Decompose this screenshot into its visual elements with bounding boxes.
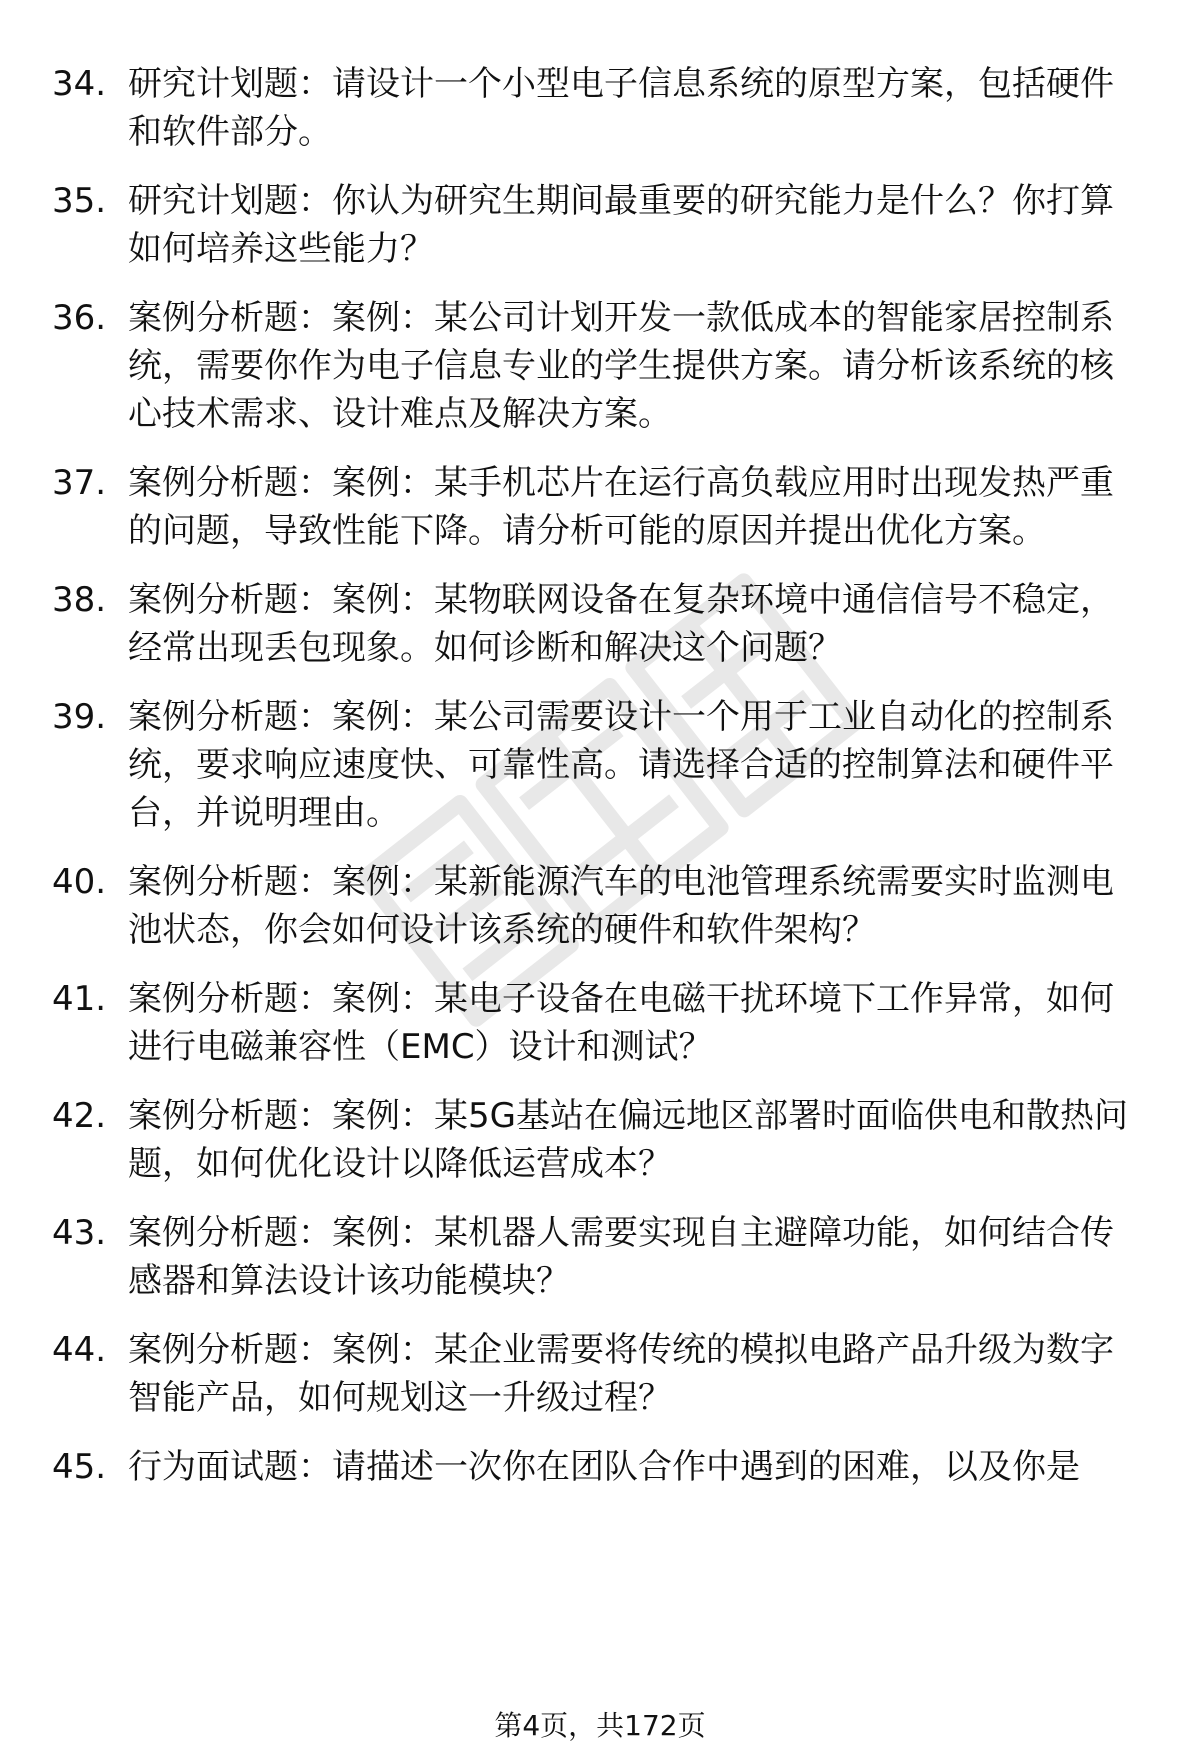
question-text: 案例分析题：案例：某企业需要将传统的模拟电路产品升级为数字智能产品，如何规划这一升级过程？	[128, 1330, 1114, 1418]
question-number: 40.	[52, 862, 107, 902]
question-number: 44.	[52, 1330, 107, 1370]
question-item	[0, 858, 1200, 954]
page-footer: 第4页，共172页	[494, 1709, 706, 1742]
question-text: 行为面试题：请描述一次你在团队合作中遇到的困难，以及你是	[128, 1447, 1080, 1487]
question-number: 39.	[52, 697, 107, 737]
question-text: 案例分析题：案例：某物联网设备在复杂环境中通信信号不稳定，经常出现丢包现象。如何诊断和解决这个问题？	[128, 580, 1114, 668]
question-number: 35.	[52, 181, 107, 221]
question-item	[0, 177, 1200, 273]
question-text: 案例分析题：案例：某电子设备在电磁干扰环境下工作异常，如何进行电磁兼容性（EMC）设计和测试？	[128, 979, 1114, 1067]
question-number: 36.	[52, 298, 107, 338]
question-item	[0, 294, 1200, 438]
question-item	[0, 459, 1200, 555]
question-item	[0, 1092, 1200, 1188]
question-text: 案例分析题：案例：某公司计划开发一款低成本的智能家居控制系统，需要你作为电子信息专业的学生提供方案。请分析该系统的核心技术需求、设计难点及解决方案。	[128, 298, 1114, 434]
question-number: 45.	[52, 1447, 107, 1487]
question-text: 案例分析题：案例：某机器人需要实现自主避障功能，如何结合传感器和算法设计该功能模块？	[128, 1213, 1114, 1301]
question-text: 案例分析题：案例：某新能源汽车的电池管理系统需要实时监测电池状态，你会如何设计该系统的硬件和软件架构？	[128, 862, 1114, 950]
question-number: 42.	[52, 1096, 107, 1136]
question-number: 43.	[52, 1213, 107, 1253]
question-text: 案例分析题：案例：某手机芯片在运行高负载应用时出现发热严重的问题，导致性能下降。请分析可能的原因并提出优化方案。	[128, 463, 1114, 551]
question-number: 37.	[52, 463, 107, 503]
question-text: 研究计划题：你认为研究生期间最重要的研究能力是什么？你打算如何培养这些能力？	[128, 181, 1114, 269]
question-number: 34.	[52, 64, 107, 104]
question-number: 38.	[52, 580, 107, 620]
question-text: 案例分析题：案例：某公司需要设计一个用于工业自动化的控制系统，要求响应速度快、可靠性高。请选择合适的控制算法和硬件平台，并说明理由。	[128, 697, 1114, 833]
question-item	[0, 1443, 1200, 1491]
question-item	[0, 1326, 1200, 1422]
question-text: 案例分析题：案例：某5G基站在偏远地区部署时面临供电和散热问题，如何优化设计以降低运营成本？	[128, 1096, 1128, 1184]
question-item	[0, 1209, 1200, 1305]
question-list	[0, 60, 1200, 1512]
question-text: 研究计划题：请设计一个小型电子信息系统的原型方案，包括硬件和软件部分。	[128, 64, 1114, 152]
question-item	[0, 975, 1200, 1071]
question-item	[0, 60, 1200, 156]
question-item	[0, 576, 1200, 672]
question-number: 41.	[52, 979, 107, 1019]
question-item	[0, 693, 1200, 837]
